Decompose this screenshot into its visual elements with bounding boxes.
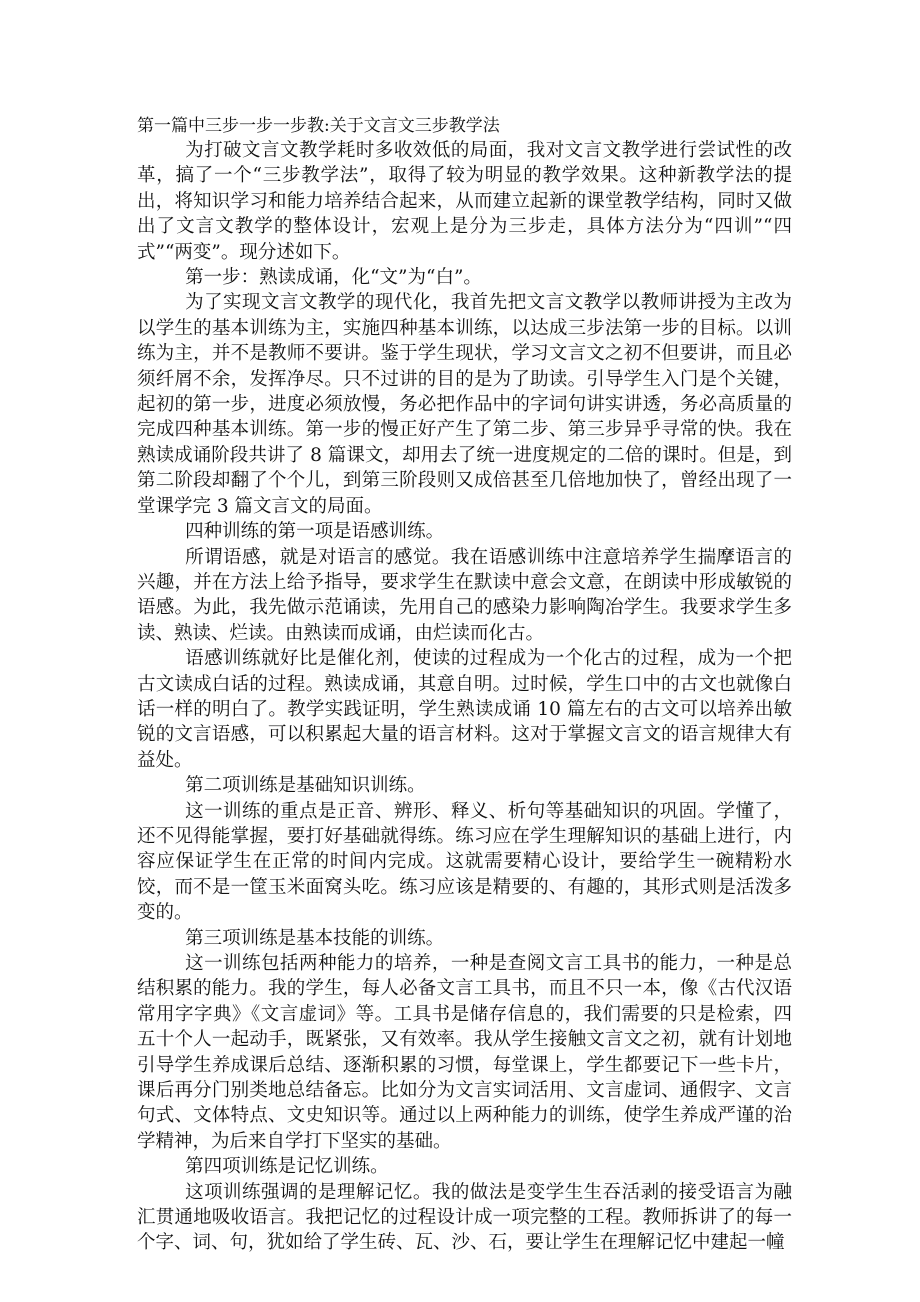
document-title: 第一篇中三步一步一步教:关于文言文三步教学法 (137, 116, 500, 136)
paragraph-intro: 为打破文言文教学耗时多收效低的局面，我对文言文教学进行尝试性的改革，搞了一个“三步教学法”，取得了较为明显的教学效果。这种新教学法的提出，将知识学习和能力培养结合起来，从而建立起新的课堂教学结构，同时又做出了文言文教学的整体设计，宏观上是分为三步走，具体方法分为“四训”“四式”“两变”。现分述如下。 (137, 140, 792, 263)
paragraph-training-one-cont: 语感训练就好比是催化剂，使读的过程成为一个化古的过程，成为一个把古文读成白话的过程。熟读成诵，其意自明。过时候，学生口中的古文也就像白话一样的明白了。教学实践证明，学生熟读成诵 10 篇左右的古文可以培养出敏锐的文言语感，可以积累起大量的语言材料。这对于掌握文言文的语言规律大有益处。 (137, 648, 792, 771)
paragraph-training-two: 这一训练的重点是正音、辨形、释义、析句等基础知识的巩固。学懂了，还不见得能掌握，要打好基础就得练。练习应在学生理解知识的基础上进行，内容应保证学生在正常的时间内完成。这就需要精心设计，要给学生一碗精粉水饺，而不是一筐玉米面窝头吃。练习应该是精要的、有趣的，其形式则是活泼多变的。 (137, 800, 792, 924)
paragraph-training-four: 这项训练强调的是理解记忆。我的做法是变学生生吞活剥的接受语言为融汇贯通地吸收语言。我把记忆的过程设计成一项完整的工程。教师拆讲了的每一个字、词、句，犹如给了学生砖、瓦、沙、石，要让学生在理解记忆中建起一幢 (137, 1181, 792, 1254)
heading-training-four: 第四项训练是记忆训练。 (185, 1156, 389, 1178)
paragraph-step-one: 为了实现文言文教学的现代化，我首先把文言文教学以教师讲授为主改为以学生的基本训练为主，实施四种基本训练，以达成三步法第一步的目标。以训练为主，并不是教师不要讲。鉴于学生现状，学习文言文之初不但要讲，而且必须纤屑不余，发挥净尽。只不过讲的目的是为了助读。引导学生入门是个关键，起初的第一步，进度必须放慢，务必把作品中的字词句讲实讲透，务必高质量的完成四种基本训练。第一步的慢正好产生了第二步、第三步异乎寻常的快。我在熟读成诵阶段共讲了 8 篇课文，却用去了统一进度规定的二倍的课时。但是，到第二阶段却翻了个个儿，到第三阶段则又成倍甚至几倍地加快了，曾经出现了一堂课学完 3 篇文言文的局面。 (137, 292, 792, 517)
paragraph-training-three: 这一训练包括两种能力的培养，一种是查阅文言工具书的能力，一种是总结积累的能力。我的学生，每人必备文言工具书，而且不只一本，像《古代汉语常用字字典》《文言虚词》等。工具书是储存信息的，我们需要的只是检索，四五十个人一起动手，既紧张，又有效率。我从学生接触文言文之初，就有计划地引导学生养成课后总结、逐渐积累的习惯，每堂课上，学生都要记下一些卡片，课后再分门别类地总结备忘。比如分为文言实词活用、文言虚词、通假字、文言句式、文体特点、文史知识等。通过以上两种能力的训练，使学生养成严谨的治学精神，为后来自学打下坚实的基础。 (137, 953, 792, 1152)
heading-training-three: 第三项训练是基本技能的训练。 (185, 927, 445, 949)
heading-step-one: 第一步：熟读成诵，化“文”为“白”。 (185, 267, 482, 289)
paragraph-training-one: 所谓语感，就是对语言的感觉。我在语感训练中注意培养学生揣摩语言的兴趣，并在方法上给予指导，要求学生在默读中意会文意，在朗读中形成敏锐的语感。为此，我先做示范诵读，先用自己的感染力影响陶冶学生。我要求学生多读、熟读、烂读。由熟读而成诵，由烂读而化古。 (137, 546, 792, 644)
document-page (137, 114, 792, 1256)
heading-training-two: 第二项训练是基础知识训练。 (185, 775, 426, 797)
heading-training-one: 四种训练的第一项是语感训练。 (185, 521, 445, 543)
